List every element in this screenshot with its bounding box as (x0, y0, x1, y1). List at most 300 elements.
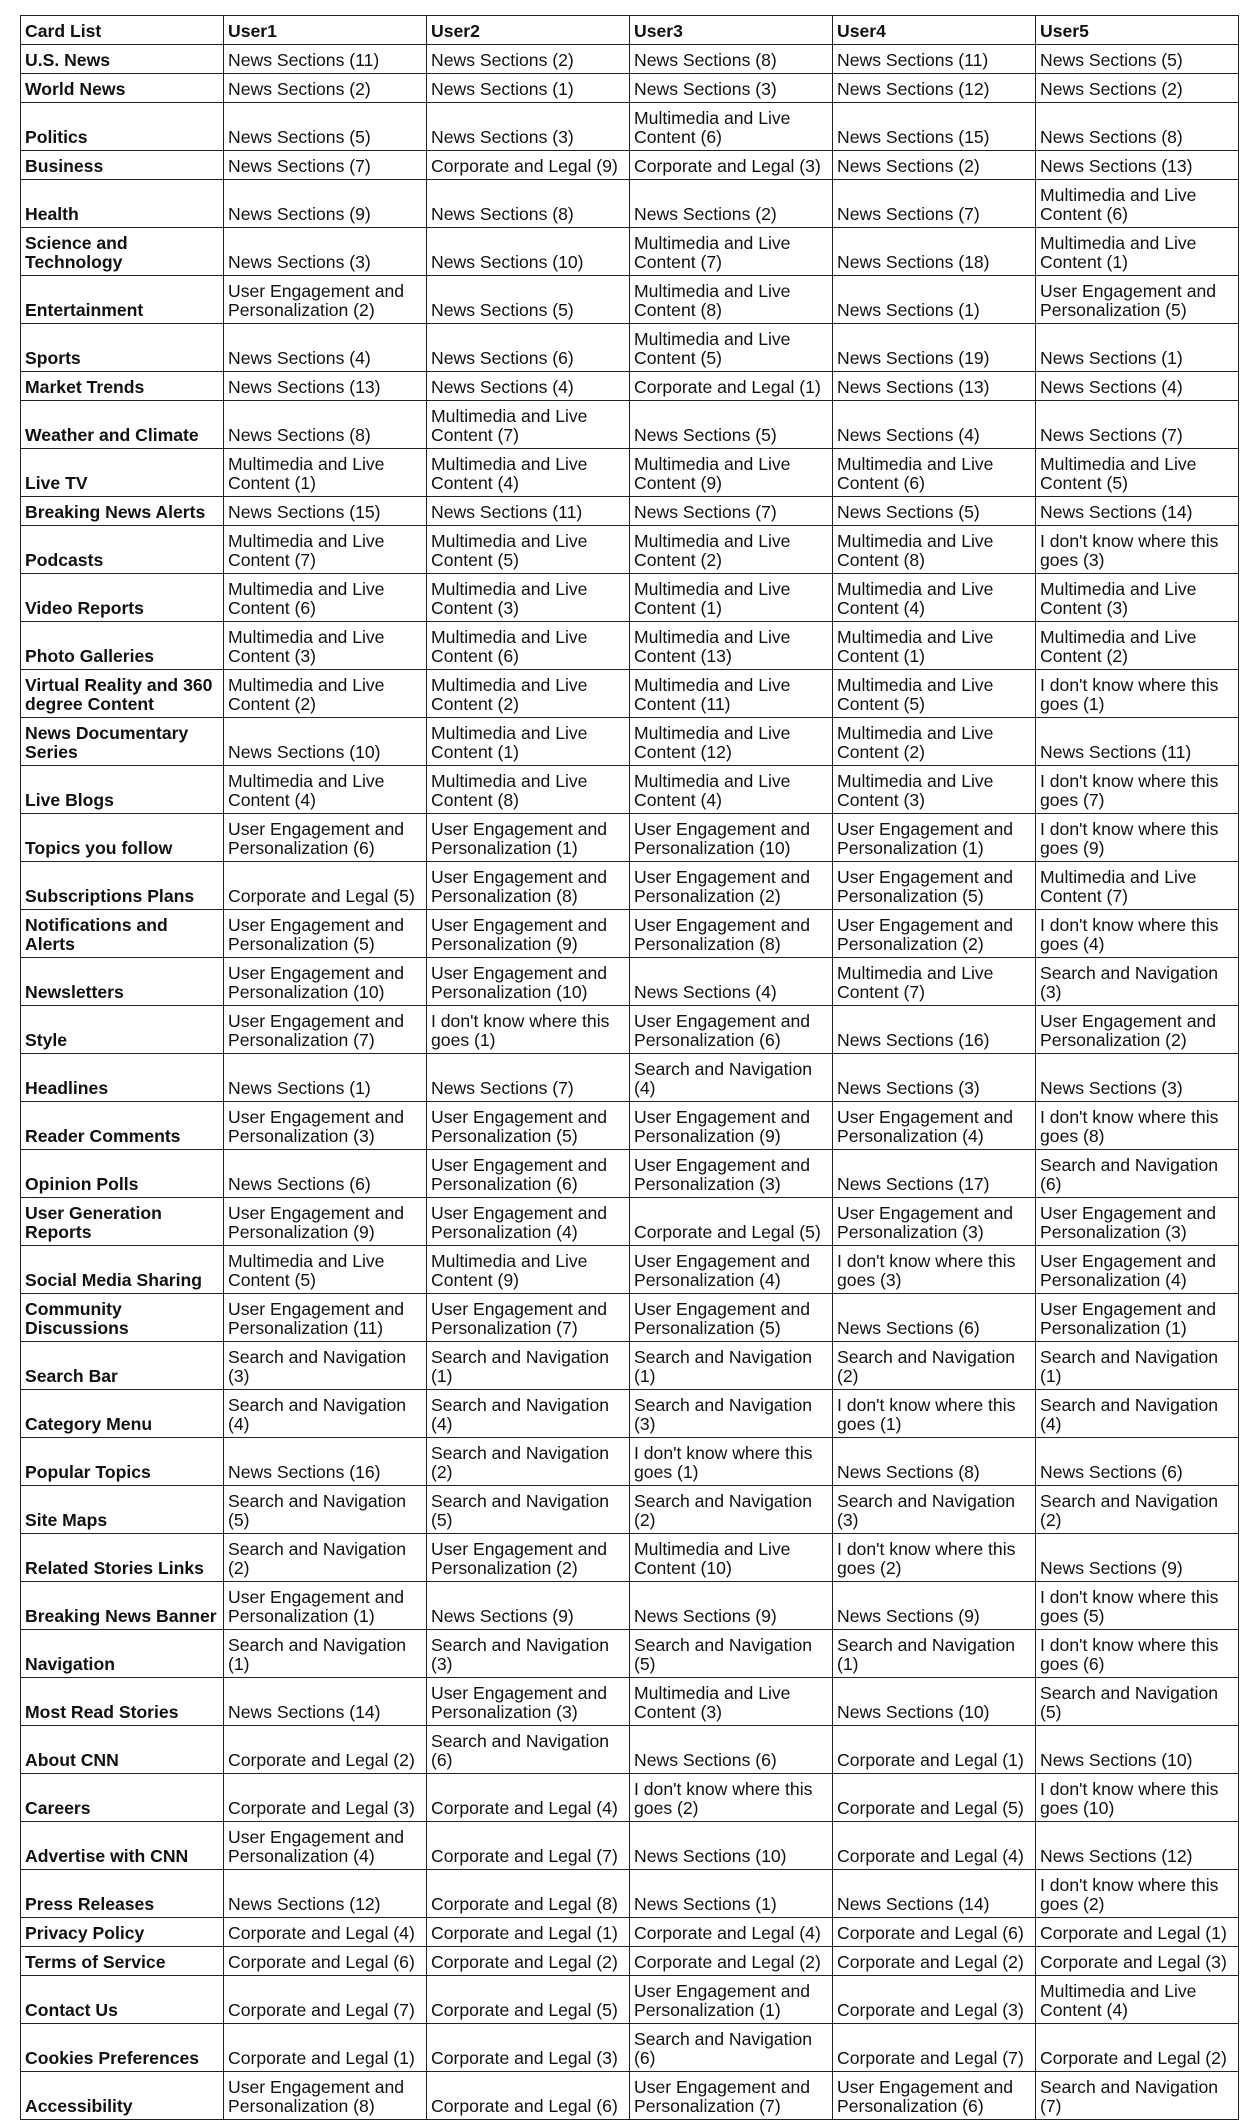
table-row (21, 670, 1239, 718)
card-sort-table (20, 15, 1239, 2120)
header-user2: User2 (427, 16, 630, 45)
table-row (21, 1294, 1239, 1342)
header-user4: User4 (833, 16, 1036, 45)
card-name-cell: Search Bar (21, 1342, 224, 1390)
user3-category-cell: User Engagement and Personalization (9) (630, 1102, 833, 1150)
user1-category-cell: User Engagement and Personalization (2) (224, 276, 427, 324)
user5-category-cell: I don't know where this goes (2) (1036, 1870, 1239, 1918)
table-row (21, 1102, 1239, 1150)
user5-category-cell: Search and Navigation (1) (1036, 1342, 1239, 1390)
user3-category-cell: News Sections (9) (630, 1582, 833, 1630)
user3-category-cell: Corporate and Legal (1) (630, 372, 833, 401)
card-name-cell: U.S. News (21, 45, 224, 74)
user1-category-cell: News Sections (13) (224, 372, 427, 401)
user4-category-cell: User Engagement and Personalization (6) (833, 2072, 1036, 2120)
table-row (21, 958, 1239, 1006)
user1-category-cell: News Sections (12) (224, 1870, 427, 1918)
header-card-list: Card List (21, 16, 224, 45)
user5-category-cell: News Sections (5) (1036, 45, 1239, 74)
user5-category-cell: Search and Navigation (6) (1036, 1150, 1239, 1198)
user3-category-cell: Search and Navigation (3) (630, 1390, 833, 1438)
user2-category-cell: Corporate and Legal (2) (427, 1947, 630, 1976)
user2-category-cell: User Engagement and Personalization (2) (427, 1534, 630, 1582)
user1-category-cell: User Engagement and Personalization (6) (224, 814, 427, 862)
user3-category-cell: Corporate and Legal (4) (630, 1918, 833, 1947)
user5-category-cell: News Sections (7) (1036, 401, 1239, 449)
user4-category-cell: Multimedia and Live Content (2) (833, 718, 1036, 766)
card-name-cell: Headlines (21, 1054, 224, 1102)
header-user5: User5 (1036, 16, 1239, 45)
table-row (21, 1198, 1239, 1246)
user3-category-cell: Multimedia and Live Content (10) (630, 1534, 833, 1582)
user4-category-cell: News Sections (4) (833, 401, 1036, 449)
user2-category-cell: News Sections (11) (427, 497, 630, 526)
table-row (21, 910, 1239, 958)
card-name-cell: Photo Galleries (21, 622, 224, 670)
user2-category-cell: Multimedia and Live Content (2) (427, 670, 630, 718)
user2-category-cell: Corporate and Legal (3) (427, 2024, 630, 2072)
table-row (21, 2072, 1239, 2120)
user3-category-cell: Search and Navigation (1) (630, 1342, 833, 1390)
user5-category-cell: News Sections (14) (1036, 497, 1239, 526)
user2-category-cell: Multimedia and Live Content (1) (427, 718, 630, 766)
user5-category-cell: I don't know where this goes (7) (1036, 766, 1239, 814)
user1-category-cell: Multimedia and Live Content (2) (224, 670, 427, 718)
table-row (21, 180, 1239, 228)
user5-category-cell: News Sections (1) (1036, 324, 1239, 372)
card-name-cell: Podcasts (21, 526, 224, 574)
table-row (21, 1726, 1239, 1774)
table-body (21, 45, 1239, 2120)
card-name-cell: Virtual Reality and 360 degree Content (21, 670, 224, 718)
user4-category-cell: User Engagement and Personalization (3) (833, 1198, 1036, 1246)
table-row (21, 1774, 1239, 1822)
user5-category-cell: News Sections (12) (1036, 1822, 1239, 1870)
table-row (21, 766, 1239, 814)
header-user3: User3 (630, 16, 833, 45)
user2-category-cell: Search and Navigation (4) (427, 1390, 630, 1438)
user4-category-cell: Corporate and Legal (4) (833, 1822, 1036, 1870)
table-row (21, 1150, 1239, 1198)
user2-category-cell: Search and Navigation (5) (427, 1486, 630, 1534)
card-name-cell: Entertainment (21, 276, 224, 324)
card-name-cell: Science and Technology (21, 228, 224, 276)
user3-category-cell: User Engagement and Personalization (3) (630, 1150, 833, 1198)
user5-category-cell: Corporate and Legal (2) (1036, 2024, 1239, 2072)
table-row (21, 1870, 1239, 1918)
table-row (21, 1947, 1239, 1976)
user3-category-cell: Multimedia and Live Content (9) (630, 449, 833, 497)
user1-category-cell: Multimedia and Live Content (4) (224, 766, 427, 814)
user5-category-cell: I don't know where this goes (5) (1036, 1582, 1239, 1630)
table-row (21, 324, 1239, 372)
user4-category-cell: Multimedia and Live Content (3) (833, 766, 1036, 814)
card-name-cell: Popular Topics (21, 1438, 224, 1486)
user3-category-cell: Multimedia and Live Content (4) (630, 766, 833, 814)
user1-category-cell: News Sections (14) (224, 1678, 427, 1726)
user2-category-cell: Multimedia and Live Content (8) (427, 766, 630, 814)
card-name-cell: Community Discussions (21, 1294, 224, 1342)
table-row (21, 1246, 1239, 1294)
user5-category-cell: News Sections (8) (1036, 103, 1239, 151)
user3-category-cell: News Sections (4) (630, 958, 833, 1006)
user2-category-cell: Search and Navigation (1) (427, 1342, 630, 1390)
user5-category-cell: News Sections (2) (1036, 74, 1239, 103)
user2-category-cell: News Sections (7) (427, 1054, 630, 1102)
user4-category-cell: User Engagement and Personalization (1) (833, 814, 1036, 862)
user3-category-cell: User Engagement and Personalization (4) (630, 1246, 833, 1294)
table-row (21, 1630, 1239, 1678)
header-user1: User1 (224, 16, 427, 45)
user2-category-cell: I don't know where this goes (1) (427, 1006, 630, 1054)
user2-category-cell: Corporate and Legal (9) (427, 151, 630, 180)
user4-category-cell: Multimedia and Live Content (8) (833, 526, 1036, 574)
card-name-cell: Category Menu (21, 1390, 224, 1438)
user5-category-cell: User Engagement and Personalization (3) (1036, 1198, 1239, 1246)
table-row (21, 1582, 1239, 1630)
user2-category-cell: User Engagement and Personalization (6) (427, 1150, 630, 1198)
user4-category-cell: Multimedia and Live Content (6) (833, 449, 1036, 497)
user3-category-cell: Search and Navigation (4) (630, 1054, 833, 1102)
user5-category-cell: User Engagement and Personalization (1) (1036, 1294, 1239, 1342)
user2-category-cell: Multimedia and Live Content (7) (427, 401, 630, 449)
user5-category-cell: Multimedia and Live Content (3) (1036, 574, 1239, 622)
table-row (21, 74, 1239, 103)
user4-category-cell: Corporate and Legal (2) (833, 1947, 1036, 1976)
user4-category-cell: User Engagement and Personalization (2) (833, 910, 1036, 958)
user4-category-cell: News Sections (13) (833, 372, 1036, 401)
user4-category-cell: Multimedia and Live Content (1) (833, 622, 1036, 670)
user1-category-cell: User Engagement and Personalization (4) (224, 1822, 427, 1870)
user5-category-cell: News Sections (3) (1036, 1054, 1239, 1102)
user1-category-cell: News Sections (7) (224, 151, 427, 180)
user5-category-cell: User Engagement and Personalization (2) (1036, 1006, 1239, 1054)
user1-category-cell: News Sections (10) (224, 718, 427, 766)
user3-category-cell: Search and Navigation (2) (630, 1486, 833, 1534)
user2-category-cell: News Sections (8) (427, 180, 630, 228)
user5-category-cell: I don't know where this goes (6) (1036, 1630, 1239, 1678)
user2-category-cell: User Engagement and Personalization (10) (427, 958, 630, 1006)
user4-category-cell: Corporate and Legal (1) (833, 1726, 1036, 1774)
user4-category-cell: News Sections (16) (833, 1006, 1036, 1054)
table-row (21, 372, 1239, 401)
table-row (21, 1438, 1239, 1486)
user1-category-cell: Search and Navigation (5) (224, 1486, 427, 1534)
user4-category-cell: News Sections (19) (833, 324, 1036, 372)
user1-category-cell: Multimedia and Live Content (7) (224, 526, 427, 574)
user4-category-cell: User Engagement and Personalization (4) (833, 1102, 1036, 1150)
user1-category-cell: User Engagement and Personalization (3) (224, 1102, 427, 1150)
user2-category-cell: News Sections (4) (427, 372, 630, 401)
user5-category-cell: I don't know where this goes (1) (1036, 670, 1239, 718)
table-row (21, 814, 1239, 862)
card-name-cell: Market Trends (21, 372, 224, 401)
user2-category-cell: User Engagement and Personalization (9) (427, 910, 630, 958)
card-name-cell: Contact Us (21, 1976, 224, 2024)
user1-category-cell: News Sections (1) (224, 1054, 427, 1102)
user4-category-cell: News Sections (7) (833, 180, 1036, 228)
user2-category-cell: Corporate and Legal (6) (427, 2072, 630, 2120)
user2-category-cell: Corporate and Legal (5) (427, 1976, 630, 2024)
user5-category-cell: News Sections (4) (1036, 372, 1239, 401)
user5-category-cell: Corporate and Legal (3) (1036, 1947, 1239, 1976)
card-name-cell: User Generation Reports (21, 1198, 224, 1246)
user5-category-cell: Multimedia and Live Content (5) (1036, 449, 1239, 497)
table-row (21, 1390, 1239, 1438)
user4-category-cell: User Engagement and Personalization (5) (833, 862, 1036, 910)
table-row (21, 574, 1239, 622)
table-row (21, 276, 1239, 324)
user1-category-cell: Corporate and Legal (2) (224, 1726, 427, 1774)
user1-category-cell: Search and Navigation (2) (224, 1534, 427, 1582)
user1-category-cell: News Sections (8) (224, 401, 427, 449)
user2-category-cell: User Engagement and Personalization (5) (427, 1102, 630, 1150)
user5-category-cell: Search and Navigation (3) (1036, 958, 1239, 1006)
user5-category-cell: Multimedia and Live Content (4) (1036, 1976, 1239, 2024)
user4-category-cell: I don't know where this goes (3) (833, 1246, 1036, 1294)
card-name-cell: Privacy Policy (21, 1918, 224, 1947)
user3-category-cell: User Engagement and Personalization (10) (630, 814, 833, 862)
user5-category-cell: News Sections (10) (1036, 1726, 1239, 1774)
table-row (21, 526, 1239, 574)
user3-category-cell: News Sections (10) (630, 1822, 833, 1870)
user1-category-cell: User Engagement and Personalization (9) (224, 1198, 427, 1246)
user2-category-cell: Multimedia and Live Content (3) (427, 574, 630, 622)
user2-category-cell: User Engagement and Personalization (4) (427, 1198, 630, 1246)
user2-category-cell: News Sections (9) (427, 1582, 630, 1630)
table-row (21, 862, 1239, 910)
user4-category-cell: Multimedia and Live Content (7) (833, 958, 1036, 1006)
user2-category-cell: Multimedia and Live Content (4) (427, 449, 630, 497)
table-row (21, 1486, 1239, 1534)
user4-category-cell: Multimedia and Live Content (5) (833, 670, 1036, 718)
table-row (21, 622, 1239, 670)
user5-category-cell: I don't know where this goes (8) (1036, 1102, 1239, 1150)
user3-category-cell: Multimedia and Live Content (8) (630, 276, 833, 324)
user2-category-cell: User Engagement and Personalization (7) (427, 1294, 630, 1342)
card-name-cell: Cookies Preferences (21, 2024, 224, 2072)
user4-category-cell: News Sections (12) (833, 74, 1036, 103)
user2-category-cell: Corporate and Legal (4) (427, 1774, 630, 1822)
user2-category-cell: User Engagement and Personalization (1) (427, 814, 630, 862)
user2-category-cell: User Engagement and Personalization (3) (427, 1678, 630, 1726)
user5-category-cell: News Sections (6) (1036, 1438, 1239, 1486)
card-name-cell: News Documentary Series (21, 718, 224, 766)
card-name-cell: Navigation (21, 1630, 224, 1678)
user3-category-cell: Search and Navigation (5) (630, 1630, 833, 1678)
user2-category-cell: News Sections (2) (427, 45, 630, 74)
user1-category-cell: User Engagement and Personalization (10) (224, 958, 427, 1006)
card-name-cell: Advertise with CNN (21, 1822, 224, 1870)
user3-category-cell: I don't know where this goes (1) (630, 1438, 833, 1486)
user1-category-cell: User Engagement and Personalization (11) (224, 1294, 427, 1342)
user5-category-cell: Search and Navigation (2) (1036, 1486, 1239, 1534)
user2-category-cell: News Sections (3) (427, 103, 630, 151)
user4-category-cell: News Sections (11) (833, 45, 1036, 74)
user3-category-cell: I don't know where this goes (2) (630, 1774, 833, 1822)
table-row (21, 1678, 1239, 1726)
user2-category-cell: News Sections (6) (427, 324, 630, 372)
user4-category-cell: I don't know where this goes (1) (833, 1390, 1036, 1438)
card-name-cell: Sports (21, 324, 224, 372)
user5-category-cell: Multimedia and Live Content (7) (1036, 862, 1239, 910)
user3-category-cell: Corporate and Legal (3) (630, 151, 833, 180)
user3-category-cell: Multimedia and Live Content (13) (630, 622, 833, 670)
table-row (21, 45, 1239, 74)
user5-category-cell: Multimedia and Live Content (1) (1036, 228, 1239, 276)
card-name-cell: Careers (21, 1774, 224, 1822)
user4-category-cell: News Sections (3) (833, 1054, 1036, 1102)
user1-category-cell: Multimedia and Live Content (5) (224, 1246, 427, 1294)
card-name-cell: Terms of Service (21, 1947, 224, 1976)
user5-category-cell: Search and Navigation (7) (1036, 2072, 1239, 2120)
card-name-cell: Topics you follow (21, 814, 224, 862)
user5-category-cell: News Sections (13) (1036, 151, 1239, 180)
card-name-cell: Live TV (21, 449, 224, 497)
user4-category-cell: Search and Navigation (1) (833, 1630, 1036, 1678)
user1-category-cell: Search and Navigation (1) (224, 1630, 427, 1678)
user5-category-cell: News Sections (11) (1036, 718, 1239, 766)
table-row (21, 1342, 1239, 1390)
user3-category-cell: News Sections (6) (630, 1726, 833, 1774)
user1-category-cell: News Sections (16) (224, 1438, 427, 1486)
user5-category-cell: Corporate and Legal (1) (1036, 1918, 1239, 1947)
user4-category-cell: News Sections (18) (833, 228, 1036, 276)
card-name-cell: Live Blogs (21, 766, 224, 814)
user4-category-cell: News Sections (2) (833, 151, 1036, 180)
user3-category-cell: Corporate and Legal (2) (630, 1947, 833, 1976)
user2-category-cell: Search and Navigation (3) (427, 1630, 630, 1678)
user3-category-cell: Multimedia and Live Content (6) (630, 103, 833, 151)
user5-category-cell: Multimedia and Live Content (2) (1036, 622, 1239, 670)
user1-category-cell: Multimedia and Live Content (6) (224, 574, 427, 622)
user3-category-cell: Multimedia and Live Content (3) (630, 1678, 833, 1726)
user4-category-cell: Corporate and Legal (5) (833, 1774, 1036, 1822)
user3-category-cell: Multimedia and Live Content (7) (630, 228, 833, 276)
user4-category-cell: News Sections (14) (833, 1870, 1036, 1918)
user3-category-cell: User Engagement and Personalization (6) (630, 1006, 833, 1054)
user5-category-cell: Multimedia and Live Content (6) (1036, 180, 1239, 228)
user1-category-cell: Corporate and Legal (5) (224, 862, 427, 910)
user1-category-cell: News Sections (2) (224, 74, 427, 103)
card-name-cell: World News (21, 74, 224, 103)
user4-category-cell: News Sections (9) (833, 1582, 1036, 1630)
user3-category-cell: User Engagement and Personalization (5) (630, 1294, 833, 1342)
user1-category-cell: News Sections (3) (224, 228, 427, 276)
card-name-cell: Business (21, 151, 224, 180)
user3-category-cell: News Sections (2) (630, 180, 833, 228)
user3-category-cell: User Engagement and Personalization (2) (630, 862, 833, 910)
user5-category-cell: Search and Navigation (5) (1036, 1678, 1239, 1726)
user4-category-cell: Search and Navigation (2) (833, 1342, 1036, 1390)
user3-category-cell: Multimedia and Live Content (2) (630, 526, 833, 574)
user4-category-cell: Multimedia and Live Content (4) (833, 574, 1036, 622)
user4-category-cell: News Sections (6) (833, 1294, 1036, 1342)
user5-category-cell: User Engagement and Personalization (4) (1036, 1246, 1239, 1294)
table-row (21, 1054, 1239, 1102)
card-name-cell: Style (21, 1006, 224, 1054)
user1-category-cell: Search and Navigation (3) (224, 1342, 427, 1390)
user4-category-cell: News Sections (1) (833, 276, 1036, 324)
card-name-cell: About CNN (21, 1726, 224, 1774)
user4-category-cell: News Sections (5) (833, 497, 1036, 526)
table-row (21, 151, 1239, 180)
table-row (21, 497, 1239, 526)
card-name-cell: Social Media Sharing (21, 1246, 224, 1294)
card-name-cell: Reader Comments (21, 1102, 224, 1150)
user2-category-cell: News Sections (1) (427, 74, 630, 103)
table-row (21, 1534, 1239, 1582)
user1-category-cell: News Sections (5) (224, 103, 427, 151)
user2-category-cell: News Sections (5) (427, 276, 630, 324)
user4-category-cell: Corporate and Legal (3) (833, 1976, 1036, 2024)
user1-category-cell: Corporate and Legal (3) (224, 1774, 427, 1822)
user1-category-cell: Corporate and Legal (4) (224, 1918, 427, 1947)
table-row (21, 1976, 1239, 2024)
user5-category-cell: News Sections (9) (1036, 1534, 1239, 1582)
user1-category-cell: Search and Navigation (4) (224, 1390, 427, 1438)
table-row (21, 228, 1239, 276)
user3-category-cell: Search and Navigation (6) (630, 2024, 833, 2072)
card-name-cell: Weather and Climate (21, 401, 224, 449)
table-row (21, 1918, 1239, 1947)
user3-category-cell: Corporate and Legal (5) (630, 1198, 833, 1246)
user5-category-cell: Search and Navigation (4) (1036, 1390, 1239, 1438)
user2-category-cell: Search and Navigation (6) (427, 1726, 630, 1774)
card-name-cell: Breaking News Alerts (21, 497, 224, 526)
user3-category-cell: News Sections (5) (630, 401, 833, 449)
table-row (21, 401, 1239, 449)
user1-category-cell: Multimedia and Live Content (1) (224, 449, 427, 497)
user1-category-cell: User Engagement and Personalization (1) (224, 1582, 427, 1630)
user4-category-cell: News Sections (17) (833, 1150, 1036, 1198)
card-name-cell: Accessibility (21, 2072, 224, 2120)
user5-category-cell: I don't know where this goes (9) (1036, 814, 1239, 862)
card-sort-table-container (20, 15, 1238, 2120)
card-name-cell: Breaking News Banner (21, 1582, 224, 1630)
user2-category-cell: User Engagement and Personalization (8) (427, 862, 630, 910)
user2-category-cell: Corporate and Legal (7) (427, 1822, 630, 1870)
user4-category-cell: News Sections (8) (833, 1438, 1036, 1486)
card-name-cell: Subscriptions Plans (21, 862, 224, 910)
user2-category-cell: Multimedia and Live Content (6) (427, 622, 630, 670)
table-row (21, 718, 1239, 766)
user3-category-cell: Multimedia and Live Content (1) (630, 574, 833, 622)
user1-category-cell: News Sections (15) (224, 497, 427, 526)
card-name-cell: Health (21, 180, 224, 228)
card-name-cell: Site Maps (21, 1486, 224, 1534)
user1-category-cell: User Engagement and Personalization (8) (224, 2072, 427, 2120)
user1-category-cell: Multimedia and Live Content (3) (224, 622, 427, 670)
user3-category-cell: User Engagement and Personalization (7) (630, 2072, 833, 2120)
user3-category-cell: Multimedia and Live Content (5) (630, 324, 833, 372)
card-name-cell: Video Reports (21, 574, 224, 622)
user5-category-cell: I don't know where this goes (4) (1036, 910, 1239, 958)
user4-category-cell: News Sections (10) (833, 1678, 1036, 1726)
user3-category-cell: News Sections (8) (630, 45, 833, 74)
user3-category-cell: User Engagement and Personalization (8) (630, 910, 833, 958)
user5-category-cell: I don't know where this goes (10) (1036, 1774, 1239, 1822)
user1-category-cell: User Engagement and Personalization (7) (224, 1006, 427, 1054)
user1-category-cell: News Sections (4) (224, 324, 427, 372)
user3-category-cell: Multimedia and Live Content (11) (630, 670, 833, 718)
user1-category-cell: Corporate and Legal (6) (224, 1947, 427, 1976)
user2-category-cell: Search and Navigation (2) (427, 1438, 630, 1486)
user3-category-cell: User Engagement and Personalization (1) (630, 1976, 833, 2024)
user4-category-cell: I don't know where this goes (2) (833, 1534, 1036, 1582)
table-header-row (21, 16, 1239, 45)
user1-category-cell: User Engagement and Personalization (5) (224, 910, 427, 958)
